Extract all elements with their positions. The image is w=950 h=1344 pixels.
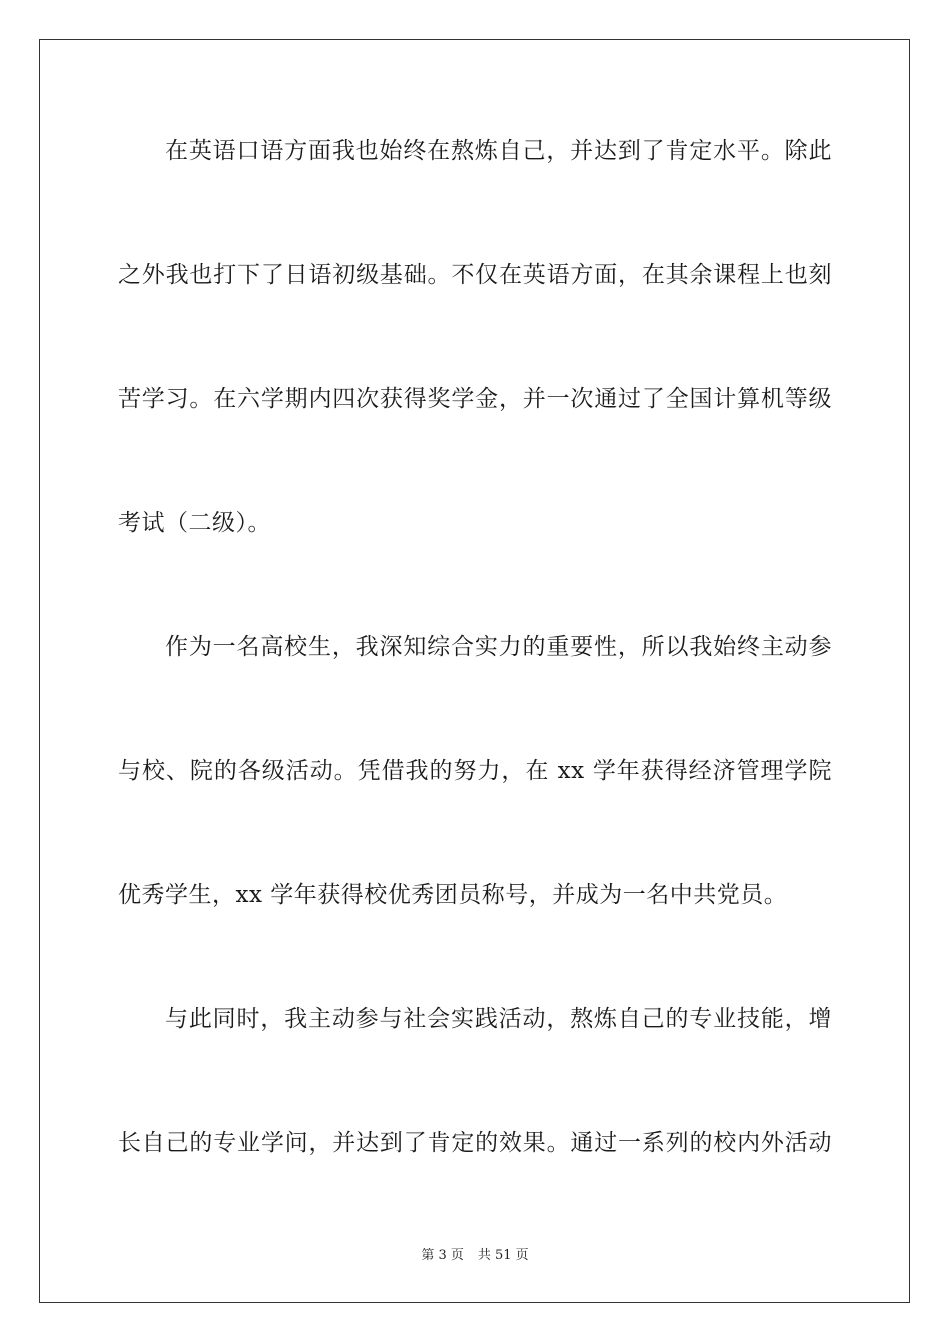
paragraph-line: 之外我也打下了日语初级基础。不仅在英语方面，在其余课程上也刻 (118, 262, 832, 288)
paragraph-line: 与校、院的各级活动。凭借我的努力，在 xx 学年获得经济管理学院 (118, 758, 832, 784)
paragraph-line: 考试（二级）。 (118, 510, 271, 536)
page-number: 第 3 页 (421, 1248, 464, 1263)
paragraph-line: 在英语口语方面我也始终在熬炼自己，并达到了肯定水平。除此 (165, 138, 832, 164)
paragraph-line: 苦学习。在六学期内四次获得奖学金，并一次通过了全国计算机等级 (118, 386, 832, 412)
page-border (39, 39, 910, 1303)
paragraph-line: 优秀学生，xx 学年获得校优秀团员称号，并成为一名中共党员。 (118, 882, 788, 908)
paragraph-line: 长自己的专业学问，并达到了肯定的效果。通过一系列的校内外活动 (118, 1130, 832, 1156)
page-total: 共 51 页 (477, 1248, 529, 1263)
page-footer (0, 1248, 950, 1264)
paragraph-line: 与此同时，我主动参与社会实践活动，熬炼自己的专业技能，增 (165, 1006, 832, 1032)
paragraph-line: 作为一名高校生，我深知综合实力的重要性，所以我始终主动参 (165, 634, 832, 660)
